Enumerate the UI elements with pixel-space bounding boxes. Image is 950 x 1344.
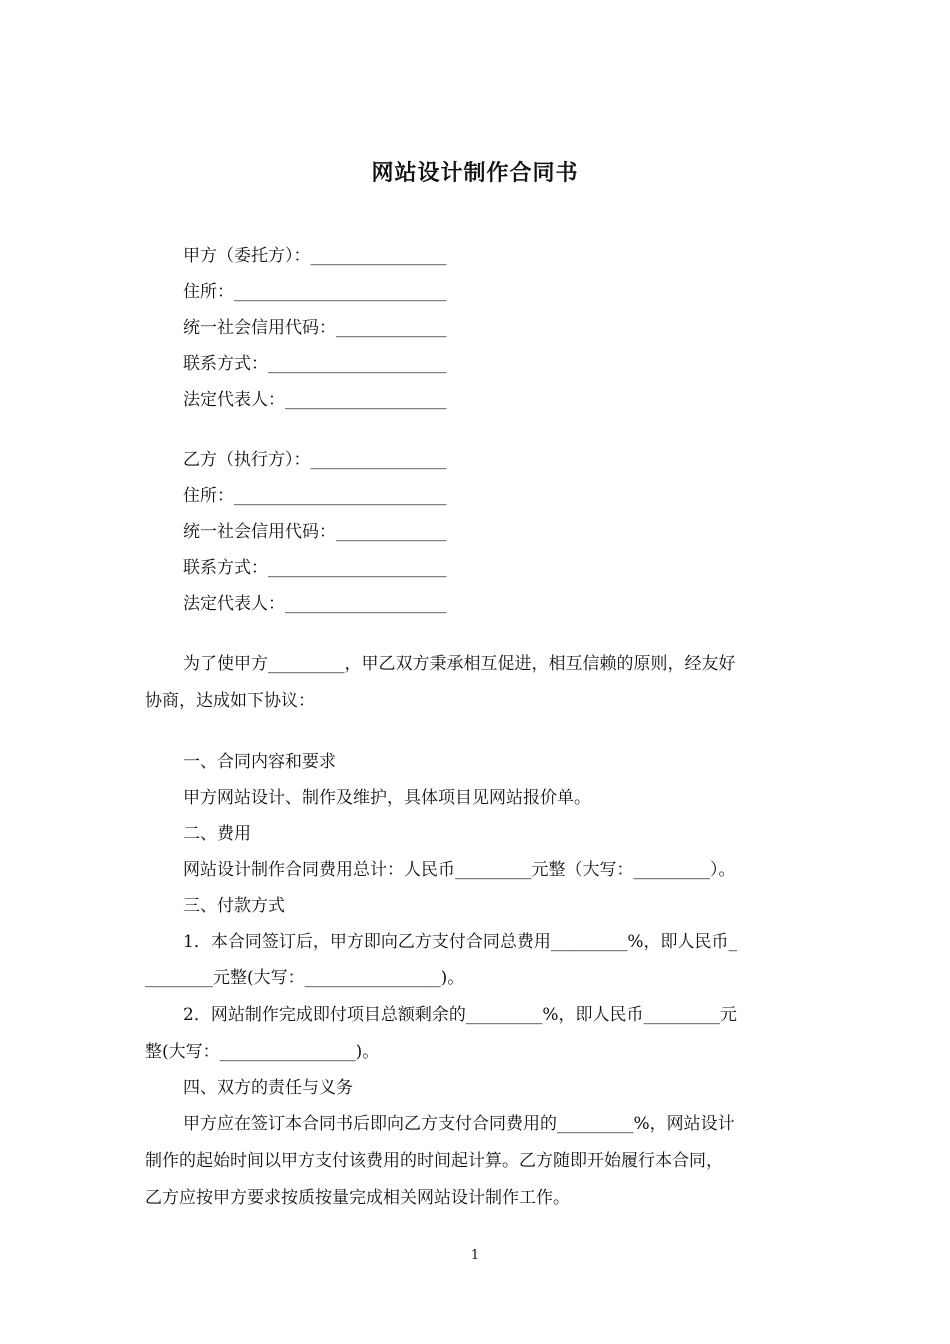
section-1-heading: 一、合同内容和要求 bbox=[183, 752, 336, 772]
party-b-name-line: 乙方（执行方）：________________ bbox=[183, 450, 447, 470]
section-1-text: 甲方网站设计、制作及维护，具体项目见网站报价单。 bbox=[183, 788, 591, 808]
party-b-address-line: 住所：_________________________ bbox=[183, 486, 447, 506]
section-3-item-1-line-1: 1．本合同签订后，甲方即向乙方支付合同总费用_________%，即人民币_ bbox=[183, 932, 737, 952]
party-b-contact-line: 联系方式：_____________________ bbox=[183, 558, 447, 578]
section-4-line-3: 乙方应按甲方要求按质按量完成相关网站设计制作工作。 bbox=[145, 1188, 570, 1208]
section-4-line-2: 制作的起始时间以甲方支付该费用的时间起计算。乙方随即开始履行本合同， bbox=[145, 1151, 723, 1171]
party-a-contact-line: 联系方式：_____________________ bbox=[183, 354, 447, 374]
party-b-credit-code-line: 统一社会信用代码：_____________ bbox=[183, 522, 447, 542]
intro-line-1: 为了使甲方_________，甲乙双方秉承相互促进，相互信赖的原则，经友好 bbox=[183, 654, 736, 674]
section-2-text: 网站设计制作合同费用总计：人民币_________元整（大写：_________）。 bbox=[183, 860, 736, 880]
party-b-representative-line: 法定代表人：___________________ bbox=[183, 594, 447, 614]
party-a-credit-code-line: 统一社会信用代码：_____________ bbox=[183, 318, 447, 338]
section-2-heading: 二、费用 bbox=[183, 824, 251, 844]
party-a-representative-line: 法定代表人：___________________ bbox=[183, 390, 447, 410]
section-3-item-2-line-1: 2．网站制作完成即付项目总额剩余的_________%，即人民币_________元 bbox=[183, 1005, 737, 1025]
section-3-heading: 三、付款方式 bbox=[183, 896, 285, 916]
intro-line-2: 协商，达成如下协议： bbox=[145, 691, 315, 711]
section-3-item-2-line-2: 整(大写：________________)。 bbox=[145, 1042, 380, 1062]
section-4-line-1: 甲方应在签订本合同书后即向乙方支付合同费用的_________%，网站设计 bbox=[183, 1114, 735, 1134]
document-title: 网站设计制作合同书 bbox=[371, 160, 579, 186]
party-a-name-line: 甲方（委托方）：________________ bbox=[183, 246, 447, 266]
section-4-heading: 四、双方的责任与义务 bbox=[183, 1078, 353, 1098]
page-number: 1 bbox=[470, 1248, 480, 1263]
section-3-item-1-line-2: ________元整(大写：________________)。 bbox=[145, 968, 465, 988]
party-a-address-line: 住所：_________________________ bbox=[183, 282, 447, 302]
